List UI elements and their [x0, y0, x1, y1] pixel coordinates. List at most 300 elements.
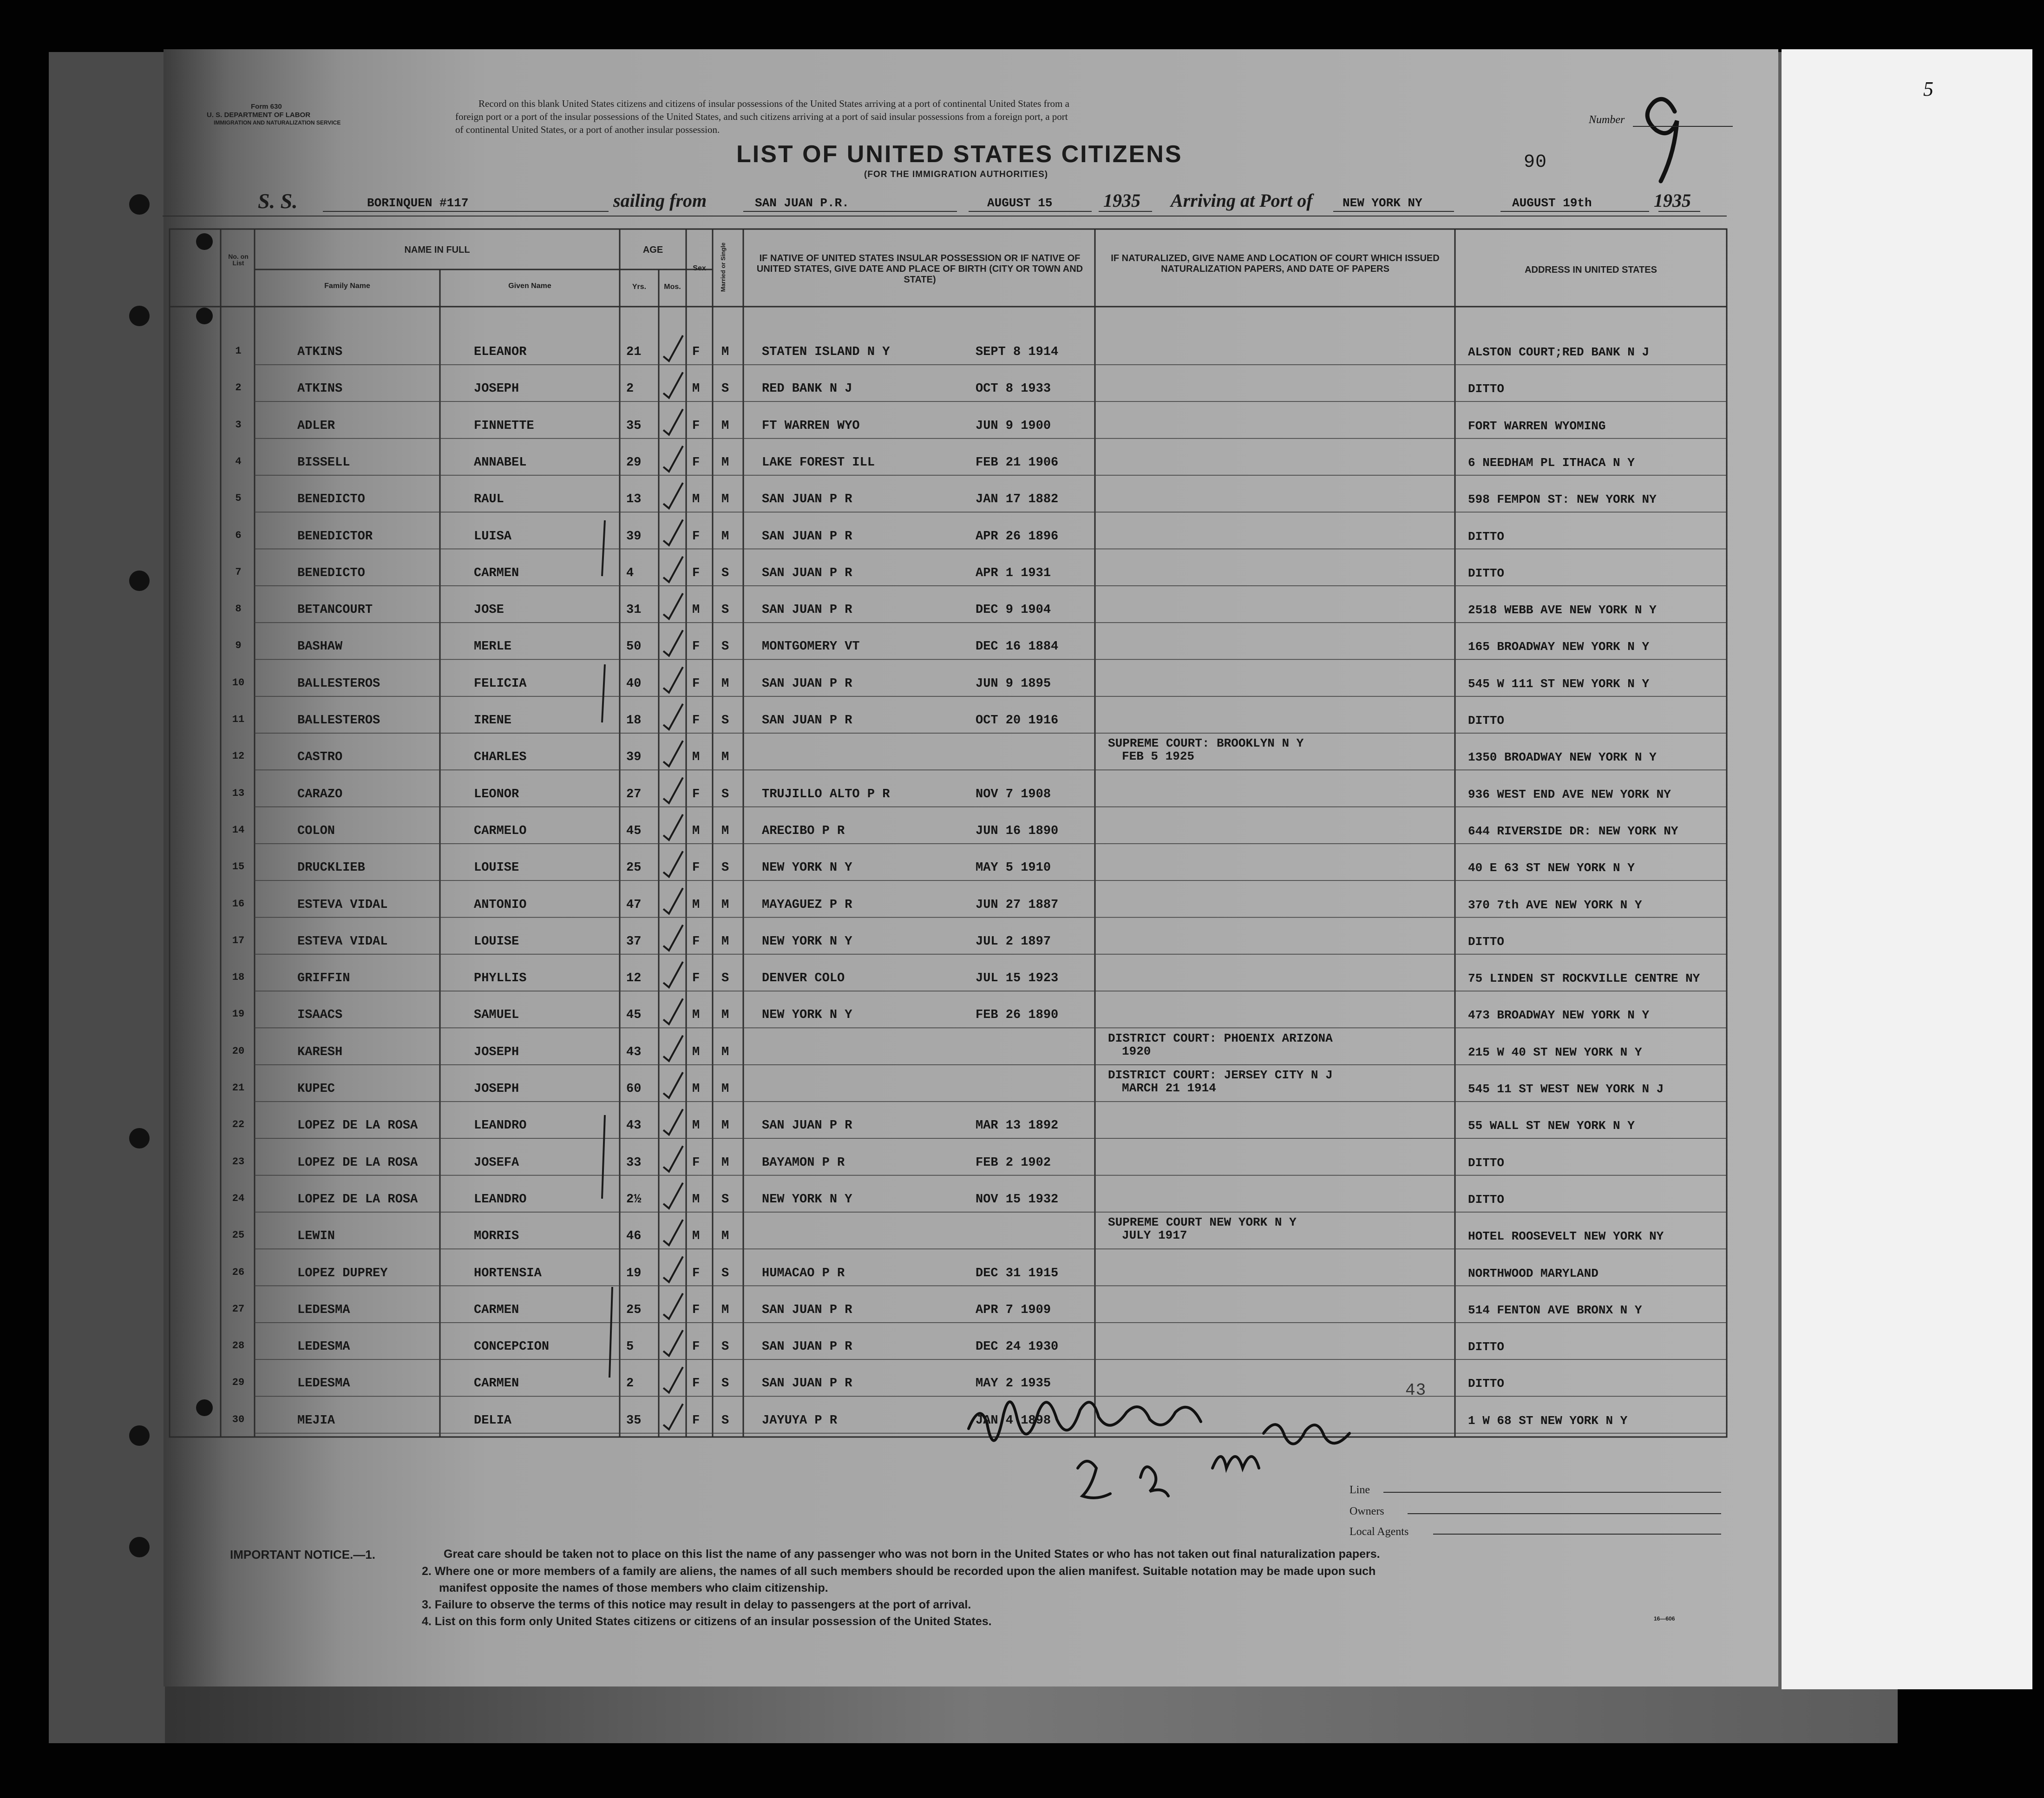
cell-ms: S — [721, 603, 729, 617]
cell-sex: F — [692, 714, 700, 728]
cell-given: SAMUEL — [474, 1008, 519, 1023]
cell-address: 514 FENTON AVE BRONX N Y — [1468, 1303, 1642, 1317]
cell-given: RAUL — [474, 492, 504, 507]
cell-family: MEJIA — [297, 1413, 335, 1428]
cell-ms: S — [721, 1340, 729, 1354]
notice-item-2: 2. Where one or more members of a family are aliens, the names of all such members should be recorded upon the alien manifest. Suitable notation may be made upon such — [422, 1565, 1376, 1578]
notice-item-3: 3. Failure to observe the terms of this notice may result in delay to passengers at the port of arrival. — [422, 1598, 971, 1611]
cell-age: 25 — [626, 861, 642, 875]
cell-given: IRENE — [474, 714, 512, 728]
cell-ms: S — [721, 1413, 729, 1428]
cell-age: 33 — [626, 1155, 642, 1170]
cell-no: 14 — [232, 824, 245, 836]
cell-age: 39 — [626, 529, 642, 544]
cell-age: 39 — [626, 750, 642, 765]
cell-age: 25 — [626, 1303, 642, 1317]
cell-date: SEPT 8 1914 — [976, 345, 1059, 359]
cell-date: DEC 31 1915 — [976, 1266, 1059, 1280]
cell-age: 35 — [626, 419, 642, 433]
cell-no: 26 — [232, 1266, 245, 1278]
cell-no: 28 — [232, 1340, 245, 1352]
cell-age: 45 — [626, 824, 642, 838]
cell-age: 46 — [626, 1229, 642, 1244]
cell-address: 75 LINDEN ST ROCKVILLE CENTRE NY — [1468, 971, 1700, 986]
cell-place: HUMACAO P R — [762, 1266, 845, 1280]
cell-ms: S — [721, 714, 729, 728]
cell-court: SUPREME COURT: BROOKLYN N Y — [1108, 736, 1304, 751]
cell-family: CASTRO — [297, 750, 343, 765]
cell-address: DITTO — [1468, 566, 1505, 580]
cell-address: NORTHWOOD MARYLAND — [1468, 1266, 1599, 1280]
notice-heading: IMPORTANT NOTICE.—1. — [230, 1548, 375, 1562]
cell-address: HOTEL ROOSEVELT NEW YORK NY — [1468, 1229, 1664, 1244]
cell-ms: M — [721, 676, 729, 691]
cell-address: 1 W 68 ST NEW YORK N Y — [1468, 1413, 1628, 1428]
col-header-naturalized: IF NATURALIZED, GIVE NAME AND LOCATION OF COURT WHICH ISSUED NATURALIZATION PAPERS, AND DATE OF PAPERS — [1111, 253, 1440, 274]
cell-no: 20 — [232, 1045, 245, 1057]
cell-place: FT WARREN WYO — [762, 419, 860, 433]
ss-label: S. S. — [258, 189, 298, 213]
cell-family: ISAACS — [297, 1008, 343, 1023]
cell-ms: M — [721, 898, 729, 912]
cell-date: JUL 15 1923 — [976, 971, 1059, 986]
cell-sex: M — [692, 898, 700, 912]
cell-ms: M — [721, 1303, 729, 1317]
sailing-label: sailing from — [613, 190, 707, 211]
stamp-number: 90 — [1524, 152, 1547, 173]
cell-address: FORT WARREN WYOMING — [1468, 419, 1606, 433]
cell-sex: M — [692, 750, 700, 765]
cell-place: NEW YORK N Y — [762, 1008, 852, 1023]
cell-address: ALSTON COURT;RED BANK N J — [1468, 345, 1650, 359]
cell-family: COLON — [297, 824, 335, 838]
cell-sex: M — [692, 824, 700, 838]
instructions-line-3: of continental United States, or a port of another insular possession. — [455, 124, 720, 135]
cell-no: 4 — [235, 455, 242, 467]
instructions-line-2: foreign port or a port of the insular possessions of the United States, and such citizens arriving at a port of said insular possessions from a foreign port, a port — [455, 111, 1068, 122]
cell-ms: M — [721, 419, 729, 433]
cell-age: 12 — [626, 971, 642, 986]
cell-ms: M — [721, 824, 729, 838]
cell-address: 215 W 40 ST NEW YORK N Y — [1468, 1045, 1642, 1059]
cell-sex: F — [692, 934, 700, 949]
cell-family: LEDESMA — [297, 1303, 350, 1317]
cell-sex: F — [692, 345, 700, 359]
cell-age: 21 — [626, 345, 642, 359]
cell-date: OCT 20 1916 — [976, 714, 1059, 728]
cell-place: NEW YORK N Y — [762, 934, 852, 949]
department-name: U. S. DEPARTMENT OF LABOR — [207, 111, 311, 119]
cell-given: LEONOR — [474, 787, 519, 801]
cell-place: NEW YORK N Y — [762, 1192, 852, 1207]
form-number: Form 630 — [251, 103, 282, 111]
cell-ms: S — [721, 861, 729, 875]
notice-item-2-cont: manifest opposite the names of those members who claim citizenship. — [439, 1581, 828, 1595]
cell-no: 5 — [235, 492, 242, 505]
cell-date: APR 1 1931 — [976, 566, 1051, 580]
cell-family: LEWIN — [297, 1229, 335, 1244]
col-header-no-on-list: No. on List — [228, 253, 249, 267]
cell-given: ELEANOR — [474, 345, 527, 359]
cell-sex: F — [692, 971, 700, 986]
cell-family: KUPEC — [297, 1082, 335, 1096]
cell-given: MORRIS — [474, 1229, 519, 1244]
cell-place: ARECIBO P R — [762, 824, 845, 838]
cell-place: SAN JUAN P R — [762, 1340, 852, 1354]
cell-family: BETANCOURT — [297, 603, 373, 617]
cell-given: JOSE — [474, 603, 504, 617]
cell-place: LAKE FOREST ILL — [762, 455, 875, 470]
col-header-married-single: Married or Single — [720, 242, 727, 292]
cell-place: SAN JUAN P R — [762, 714, 852, 728]
cell-sex: M — [692, 603, 700, 617]
page-mark: 43 — [1405, 1381, 1427, 1400]
cell-sex: F — [692, 1303, 700, 1317]
cell-date: JUN 27 1887 — [976, 898, 1059, 912]
cell-sex: M — [692, 1082, 700, 1096]
cell-no: 6 — [235, 529, 242, 541]
cell-given: FELICIA — [474, 676, 527, 691]
form-subtitle: (FOR THE IMMIGRATION AUTHORITIES) — [864, 170, 1048, 179]
cell-sex: M — [692, 1008, 700, 1023]
cell-address: 55 WALL ST NEW YORK N Y — [1468, 1119, 1635, 1133]
cell-date: MAR 13 1892 — [976, 1119, 1059, 1133]
cell-family: ESTEVA VIDAL — [297, 934, 388, 949]
cell-no: 2 — [235, 382, 242, 394]
cell-address: DITTO — [1468, 934, 1505, 949]
col-header-address: ADDRESS IN UNITED STATES — [1525, 265, 1657, 275]
cell-address: 473 BROADWAY NEW YORK N Y — [1468, 1008, 1650, 1023]
cell-date: FEB 2 1902 — [976, 1155, 1051, 1170]
cell-age: 37 — [626, 934, 642, 949]
cell-family: LOPEZ DE LA ROSA — [297, 1192, 418, 1207]
cell-age: 2 — [626, 382, 634, 396]
cell-sex: F — [692, 1413, 700, 1428]
cell-no: 17 — [232, 934, 245, 946]
cell-date: DEC 9 1904 — [976, 603, 1051, 617]
cell-sex: M — [692, 492, 700, 507]
cell-family: CARAZO — [297, 787, 343, 801]
corner-mark: 5 — [1923, 78, 1933, 100]
line-label: Line — [1350, 1484, 1370, 1496]
cell-given: JOSEPH — [474, 1045, 519, 1059]
local-agents-label: Local Agents — [1350, 1526, 1409, 1538]
cell-sex: M — [692, 1045, 700, 1059]
cell-address: 6 NEEDHAM PL ITHACA N Y — [1468, 455, 1635, 470]
cell-address: 40 E 63 ST NEW YORK N Y — [1468, 861, 1635, 875]
cell-no: 11 — [232, 714, 245, 725]
cell-given: DELIA — [474, 1413, 512, 1428]
cell-family: LOPEZ DUPREY — [297, 1266, 388, 1280]
cell-given: ANNABEL — [474, 455, 527, 470]
cell-date: JUL 2 1897 — [976, 934, 1051, 949]
cell-address: 936 WEST END AVE NEW YORK NY — [1468, 787, 1671, 801]
cell-age: 31 — [626, 603, 642, 617]
col-header-given-name: Given Name — [508, 282, 551, 290]
cell-age: 27 — [626, 787, 642, 801]
cell-no: 8 — [235, 603, 242, 615]
cell-age: 29 — [626, 455, 642, 470]
col-header-yrs: Yrs. — [632, 283, 647, 291]
cell-no: 9 — [235, 640, 242, 652]
cell-no: 22 — [232, 1119, 245, 1131]
cell-no: 29 — [232, 1377, 245, 1389]
cell-sex: F — [692, 1155, 700, 1170]
cell-date: MAY 2 1935 — [976, 1377, 1051, 1391]
cell-sex: F — [692, 640, 700, 654]
cell-age: 43 — [626, 1045, 642, 1059]
cell-age: 47 — [626, 898, 642, 912]
cell-no: 13 — [232, 787, 245, 799]
cell-family: BISSELL — [297, 455, 350, 470]
cell-court-date: JULY 1917 — [1122, 1228, 1187, 1243]
cell-given: JOSEPH — [474, 1082, 519, 1096]
cell-ms: M — [721, 1229, 729, 1244]
cell-given: LOUISE — [474, 934, 519, 949]
cell-address: DITTO — [1468, 714, 1505, 728]
cell-address: 370 7th AVE NEW YORK N Y — [1468, 898, 1642, 912]
cell-address: DITTO — [1468, 1340, 1505, 1354]
cell-address: DITTO — [1468, 382, 1505, 396]
cell-address: 545 W 111 ST NEW YORK N Y — [1468, 676, 1650, 691]
cell-place: SAN JUAN P R — [762, 566, 852, 580]
cell-court: DISTRICT COURT: PHOENIX ARIZONA — [1108, 1031, 1333, 1045]
cell-no: 21 — [232, 1082, 245, 1094]
cell-address: 598 FEMPON ST: NEW YORK NY — [1468, 492, 1657, 507]
instructions-line-1: Record on this blank United States citizens and citizens of insular possessions of the United States arriving at a port of continental United States from a — [478, 98, 1069, 109]
col-header-name-in-full: NAME IN FULL — [404, 245, 470, 255]
cell-given: CARMELO — [474, 824, 527, 838]
col-header-family-name: Family Name — [324, 282, 370, 290]
cell-sex: F — [692, 419, 700, 433]
cell-age: 4 — [626, 566, 634, 580]
cell-ms: M — [721, 529, 729, 544]
notice-item-1: Great care should be taken not to place on this list the name of any passenger who was not born in the United States or who has not taken out final naturalization papers. — [444, 1548, 1380, 1561]
cell-no: 25 — [232, 1229, 245, 1241]
cell-age: 45 — [626, 1008, 642, 1023]
cell-court-date: MARCH 21 1914 — [1122, 1081, 1216, 1095]
cell-age: 5 — [626, 1340, 634, 1354]
cell-address: 165 BROADWAY NEW YORK N Y — [1468, 640, 1650, 654]
cell-ms: M — [721, 1008, 729, 1023]
notice-item-4: 4. List on this form only United States citizens or citizens of an insular possession of the United States. — [422, 1615, 992, 1628]
cell-age: 40 — [626, 676, 642, 691]
cell-date: APR 26 1896 — [976, 529, 1059, 544]
cell-given: PHYLLIS — [474, 971, 527, 986]
cell-date: FEB 21 1906 — [976, 455, 1059, 470]
cell-place: SAN JUAN P R — [762, 492, 852, 507]
cell-family: BALLESTEROS — [297, 676, 380, 691]
cell-place: TRUJILLO ALTO P R — [762, 787, 890, 801]
cell-ms: M — [721, 455, 729, 470]
cell-ms: S — [721, 1266, 729, 1280]
cell-date: JUN 16 1890 — [976, 824, 1059, 838]
cell-place: STATEN ISLAND N Y — [762, 345, 890, 359]
cell-sex: F — [692, 861, 700, 875]
cell-place: SAN JUAN P R — [762, 676, 852, 691]
cell-place: SAN JUAN P R — [762, 1119, 852, 1133]
ship-name: BORINQUEN #117 — [367, 196, 469, 210]
cell-no: 16 — [232, 898, 245, 910]
cell-ms: S — [721, 1377, 729, 1391]
cell-family: BENEDICTO — [297, 492, 365, 507]
cell-date: JUN 9 1895 — [976, 676, 1051, 691]
binder-edge — [49, 52, 165, 1743]
owners-label: Owners — [1350, 1505, 1384, 1517]
cell-ms: M — [721, 345, 729, 359]
cell-date: JUN 9 1900 — [976, 419, 1051, 433]
cell-place: RED BANK N J — [762, 382, 852, 396]
cell-sex: F — [692, 566, 700, 580]
cell-age: 2½ — [626, 1192, 642, 1207]
cell-given: CHARLES — [474, 750, 527, 765]
cell-age: 50 — [626, 640, 642, 654]
cell-family: GRIFFIN — [297, 971, 350, 986]
cell-family: KARESH — [297, 1045, 343, 1059]
departure-date: AUGUST 15 — [987, 196, 1053, 210]
cell-given: CARMEN — [474, 566, 519, 580]
cell-date: DEC 24 1930 — [976, 1340, 1059, 1354]
cell-no: 18 — [232, 971, 245, 984]
arrival-date: AUGUST 19th — [1512, 196, 1592, 210]
cell-date: MAY 5 1910 — [976, 861, 1051, 875]
cell-place: SAN JUAN P R — [762, 603, 852, 617]
cell-ms: S — [721, 787, 729, 801]
arrival-port: NEW YORK NY — [1343, 196, 1422, 210]
cell-ms: M — [721, 1045, 729, 1059]
cell-age: 19 — [626, 1266, 642, 1280]
number-value — [1658, 95, 1661, 100]
cell-no: 24 — [232, 1192, 245, 1204]
cell-place: SAN JUAN P R — [762, 529, 852, 544]
cell-no: 3 — [235, 419, 242, 431]
cell-date: OCT 8 1933 — [976, 382, 1051, 396]
cell-sex: F — [692, 676, 700, 691]
cell-place: SAN JUAN P R — [762, 1303, 852, 1317]
cell-age: 35 — [626, 1413, 642, 1428]
cell-no: 10 — [232, 676, 245, 689]
cell-place: JAYUYA P R — [762, 1413, 838, 1428]
cell-ms: M — [721, 1082, 729, 1096]
cell-address: 2518 WEBB AVE NEW YORK N Y — [1468, 603, 1657, 617]
cell-address: DITTO — [1468, 1155, 1505, 1170]
cell-address: DITTO — [1468, 1192, 1505, 1207]
cell-family: ATKINS — [297, 345, 343, 359]
cell-given: JOSEFA — [474, 1155, 519, 1170]
cell-given: FINNETTE — [474, 419, 534, 433]
cell-sex: F — [692, 1377, 700, 1391]
cell-ms: S — [721, 1192, 729, 1207]
cell-sex: M — [692, 1192, 700, 1207]
cell-ms: S — [721, 566, 729, 580]
departure-year: 1935 — [1103, 190, 1140, 211]
cell-given: LOUISE — [474, 861, 519, 875]
cell-given: CARMEN — [474, 1303, 519, 1317]
cell-sex: M — [692, 382, 700, 396]
form-title: LIST OF UNITED STATES CITIZENS — [736, 141, 1183, 168]
cell-sex: M — [692, 1119, 700, 1133]
col-header-mos: Mos. — [664, 283, 681, 291]
cell-family: BASHAW — [297, 640, 343, 654]
cell-address: 1350 BROADWAY NEW YORK N Y — [1468, 750, 1657, 765]
cell-address: DITTO — [1468, 1377, 1505, 1391]
col-header-age: AGE — [642, 245, 663, 255]
cell-given: LUISA — [474, 529, 512, 544]
arrival-year: 1935 — [1654, 190, 1691, 211]
cell-age: 60 — [626, 1082, 642, 1096]
cell-sex: F — [692, 529, 700, 544]
cell-family: ESTEVA VIDAL — [297, 898, 388, 912]
cell-date: NOV 15 1932 — [976, 1192, 1059, 1207]
cell-address: DITTO — [1468, 529, 1505, 544]
cell-sex: F — [692, 455, 700, 470]
cell-sex: F — [692, 787, 700, 801]
cell-family: DRUCKLIEB — [297, 861, 365, 875]
cell-no: 1 — [235, 345, 242, 357]
cell-family: BENEDICTO — [297, 566, 365, 580]
cell-given: LEANDRO — [474, 1192, 527, 1207]
cell-age: 18 — [626, 714, 642, 728]
cell-age: 13 — [626, 492, 642, 507]
cell-no: 27 — [232, 1303, 245, 1315]
cell-date: FEB 26 1890 — [976, 1008, 1059, 1023]
cell-address: 545 11 ST WEST NEW YORK N J — [1468, 1082, 1664, 1096]
cell-family: ATKINS — [297, 382, 343, 396]
cell-family: LOPEZ DE LA ROSA — [297, 1119, 418, 1133]
col-header-sex: Sex — [693, 264, 706, 272]
cell-no: 30 — [232, 1413, 245, 1425]
cell-court: DISTRICT COURT: JERSEY CITY N J — [1108, 1068, 1333, 1082]
service-name: IMMIGRATION AND NATURALIZATION SERVICE — [214, 119, 341, 126]
cell-ms: S — [721, 971, 729, 986]
departure-port: SAN JUAN P.R. — [755, 196, 849, 210]
cell-no: 7 — [235, 566, 242, 578]
cell-date: NOV 7 1908 — [976, 787, 1051, 801]
cell-ms: M — [721, 750, 729, 765]
number-label: Number — [1589, 114, 1625, 126]
cell-given: CARMEN — [474, 1377, 519, 1391]
cell-no: 12 — [232, 750, 245, 762]
cell-ms: M — [721, 492, 729, 507]
cell-given: HORTENSIA — [474, 1266, 542, 1280]
cell-ms: M — [721, 1119, 729, 1133]
cell-no: 19 — [232, 1008, 245, 1020]
cell-age: 2 — [626, 1377, 634, 1391]
cell-family: BALLESTEROS — [297, 714, 380, 728]
cell-date: JAN 4 1898 — [976, 1413, 1051, 1428]
cell-date: DEC 16 1884 — [976, 640, 1059, 654]
cell-ms: S — [721, 640, 729, 654]
cell-sex: F — [692, 1266, 700, 1280]
cell-place: NEW YORK N Y — [762, 861, 852, 875]
cell-court: SUPREME COURT NEW YORK N Y — [1108, 1215, 1297, 1230]
cell-date: JAN 17 1882 — [976, 492, 1059, 507]
col-header-birth: IF NATIVE OF UNITED STATES INSULAR POSSESSION OR IF NATIVE OF UNITED STATES, GIVE DATE AND PLACE OF BIRTH (CITY OR TOWN AND STATE) — [756, 253, 1083, 285]
cell-ms: M — [721, 934, 729, 949]
cell-family: LOPEZ DE LA ROSA — [297, 1155, 418, 1170]
cell-no: 23 — [232, 1155, 245, 1168]
cell-place: BAYAMON P R — [762, 1155, 845, 1170]
cell-date: APR 7 1909 — [976, 1303, 1051, 1317]
cell-given: ANTONIO — [474, 898, 527, 912]
right-margin-sheet — [1782, 49, 2032, 1689]
cell-sex: M — [692, 1229, 700, 1244]
cell-age: 43 — [626, 1119, 642, 1133]
cell-family: BENEDICTOR — [297, 529, 373, 544]
cell-given: CONCEPCION — [474, 1340, 550, 1354]
arriving-label: Arriving at Port of — [1171, 190, 1313, 211]
cell-sex: F — [692, 1340, 700, 1354]
